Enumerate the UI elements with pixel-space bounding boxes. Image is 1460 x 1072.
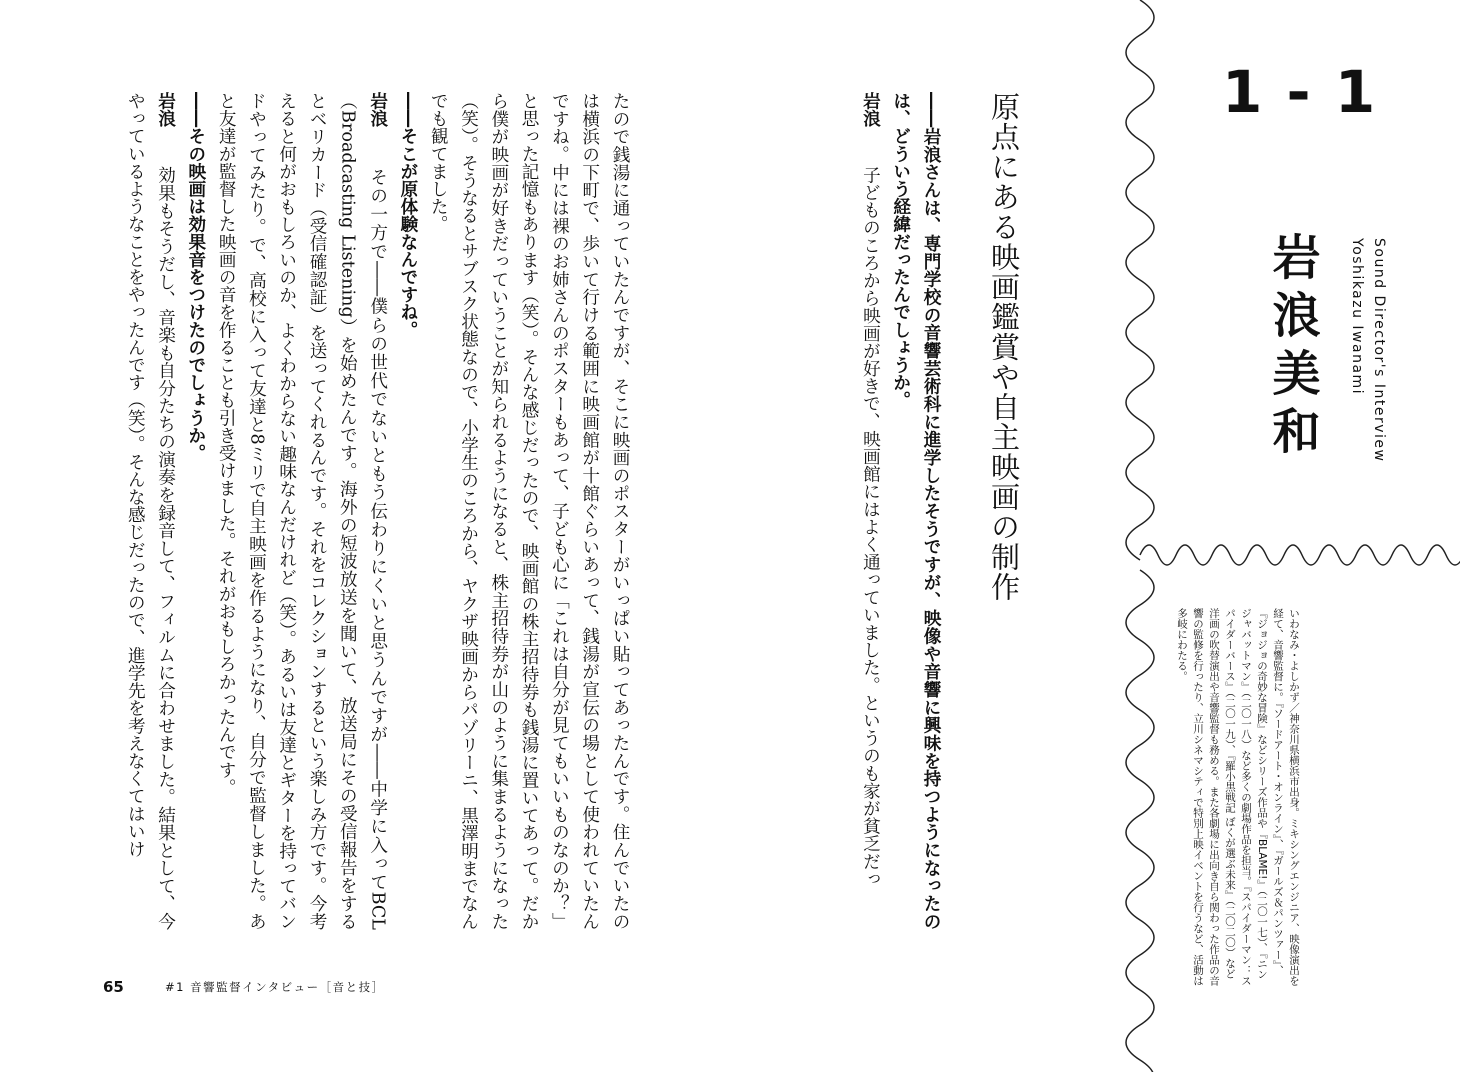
english-title-line: Sound Director's Interview [1371,238,1387,463]
biography: いわなみ・よしかず／神奈川県横浜市出身。ミキシングエンジニア、映像演出を経て、音響監督に。『ソードアート・オンライン』、『ガールズ＆パンツァー』、『ジョジョの奇妙な冒険』などシリーズ作品や『BLAME!』（二〇一七）、『ニンジャバットマン』（二〇一八）など多くの劇場作品を担当。『スパイダーマン：スパイダーバース』（二〇一九）、『羅小黒戦記 ぼくが選ぶ未来』（二〇二〇）など洋画の吹替演出や音響監督も務める。また各劇場に出向き自ら関わった作品の音響の監修を行ったり、立川シネマシティで特別上映イベントを行うなど、活動は多岐にわたる。 [1176,608,1300,986]
speaker-label: 岩浪 [155,92,176,128]
chapter-number: 1 - 1 [1222,58,1378,126]
question-1: ――岩浪さんは、専門学校の音響芸術科に進学したそうですが、映像や音響に興味を持つようになったのは、どういう経緯だったんでしょうか。 [890,92,941,930]
answer-1-start [855,92,885,930]
answer-3-text: 効果もそうだし、音楽も自分たちの演奏を録音して、フィルムに合わせました。結果として、今やっているようなことをやったんです（笑）。そんな感じだったので、進学先を考えなくてはいけ [125,92,176,930]
answer-1-text: 子どものころから映画が好きで、映画館にはよく通っていました。というのも家が貧乏だっ [860,165,881,888]
speaker-label: 岩浪 [860,92,881,128]
answer-3 [120,92,181,930]
answer-1-continued: たので銭湯に通っていたんですが、そこに映画のポスターがいっぱい貼ってあったんです。住んでいたのは横浜の下町で、歩いて行ける範囲に映画館が十館ぐらいあって、銭湯が宣伝の場として使われていたんですね。中には裸のお姉さんのポスターもあって、子ども心に「これは自分が見てもいいものなのか？」と思った記憶もあります（笑）。そんな感じだったので、映画館の株主招待券も銭湯に置いてあって。だから僕が映画が好きだっていうことが知られるようになると、株主招待券が山のように集まるようになった（笑）。そうなるとサブスク状態なので、小学生のころから、ヤクザ映画からパゾリーニ、黒澤明までなんでも観てました。 [428,92,630,930]
running-head: #1 音響監督インタビュー［音と技］ [165,980,385,994]
question-3: ――その映画は効果音をつけたのでしょうか。 [185,92,206,462]
section-headline: 原点にある映画鑑賞や自主映画の制作 [987,92,1021,602]
answer-2-text: その一方で――僕らの世代でないともう伝わりにくいと思うんですが――中学に入ってBCL（Broadcasting Listening）を始めたんです。海外の短波放送を聞いて、放送局にその受信報告をするとベリカード（受信確認証）を送ってくれるんです。それをコレクションするという楽しみ方です。今考えると何がおもしろいのか、よくわからない趣味なんだけれど（笑）。あるいは友達とギターを持ってバンドやってみたり。で、高校に入って友達と8ミリで自主映画を作るようになり、自分で監督しました。あと友達が監督した映画の音を作ることも引き受けました。それがおもしろかったんです。 [216,92,388,930]
english-title [1346,238,1390,463]
question-2: ――そこが原体験なんですね。 [397,92,418,339]
english-name-line: Yoshikazu Iwanami [1349,238,1365,396]
answer-2 [211,92,393,930]
speaker-label: 岩浪 [367,92,388,128]
interview-text-left [85,92,635,930]
interview-text-right [852,92,946,930]
page-number: 65 [103,978,124,996]
interviewee-name: 岩浪美和 [1264,232,1320,464]
